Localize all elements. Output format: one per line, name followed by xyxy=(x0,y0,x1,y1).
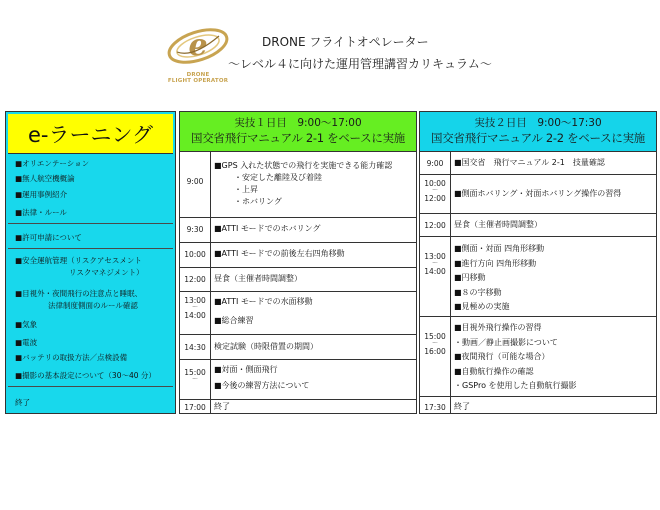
schedule-item: 終了 xyxy=(214,402,230,411)
schedule-item: ■見極めの実施 xyxy=(454,302,510,311)
schedule-item: ■進行方向 四角形移動 xyxy=(454,259,537,268)
time-label: 17:30 xyxy=(424,403,446,412)
time-range: 15:00 〜 xyxy=(184,368,206,383)
schedule-item: ・ホバリング xyxy=(234,197,282,206)
elearning-item: ■目視外・夜間飛行の注意点と睡眠、 xyxy=(15,289,143,298)
time-column-divider xyxy=(450,152,451,413)
time-label: 14:30 xyxy=(184,343,206,352)
schedule-item: ■夜間飛行（可能な場合） xyxy=(454,352,550,361)
day2-header xyxy=(420,112,656,152)
schedule-item: ■GPS 入れた状態での飛行を実施できる能力確認 xyxy=(214,161,393,170)
divider xyxy=(8,248,173,249)
logo-emblem-icon xyxy=(163,22,233,72)
page-subtitle: 〜レベル４に向けた運用管理講習カリキュラム〜 xyxy=(228,57,492,71)
schedule-item: ・安定した離陸及び着陸 xyxy=(234,173,322,182)
schedule-item: ■目視外飛行操作の習得 xyxy=(454,323,542,332)
time-label: 12:00 xyxy=(184,275,206,284)
elearning-panel xyxy=(5,111,176,414)
elearning-item: ■無人航空機概論 xyxy=(15,174,75,183)
elearning-item: 終了 xyxy=(15,398,30,407)
schedule-item: ■対面・側面飛行 xyxy=(214,365,278,374)
schedule-item: ■自動航行操作の確認 xyxy=(454,367,534,376)
time-label: 10:00 xyxy=(184,250,206,259)
elearning-item: リスクマネジメント） xyxy=(69,268,144,277)
day1-schedule xyxy=(179,111,417,414)
schedule-item: 昼食（主催者時間調整） xyxy=(454,220,542,229)
schedule-item: 検定試験（時限借置の期間） xyxy=(214,342,318,351)
schedule-item: 昼食（主催者時間調整） xyxy=(214,274,302,283)
time-range: 10:00 〜 12:00 xyxy=(424,179,446,203)
day1-title: 実技１日目 9:00〜17:00 xyxy=(234,117,362,129)
elearning-item: ■気象 xyxy=(15,320,38,329)
time-label: 9:00 xyxy=(426,159,444,168)
schedule-item: ■側面・対面 四角形移動 xyxy=(454,244,545,253)
elearning-item: ■安全運航管理（リスクアセスメント xyxy=(15,256,142,265)
time-label: 9:00 xyxy=(186,177,204,186)
logo-text: DRONE xyxy=(186,72,210,78)
page-header xyxy=(0,0,660,100)
schedule-item: ■８の字移動 xyxy=(454,288,502,297)
schedule-item: ■総合練習 xyxy=(214,316,254,325)
elearning-item: 法律制度側面のルール確認 xyxy=(48,301,138,310)
time-column-divider xyxy=(210,152,211,413)
svg-text:e: e xyxy=(188,28,208,63)
elearning-item: ■運用事例紹介 xyxy=(15,190,68,199)
elearning-title: e-ラーニング xyxy=(8,114,173,154)
schedule-item: ■側面ホバリング・対面ホバリング操作の習得 xyxy=(454,189,622,198)
schedule-item: ■ATTI モードでのホバリング xyxy=(214,224,321,233)
drone-flight-operator-logo xyxy=(163,22,233,84)
day2-title: 実技２日目 9:00〜17:30 xyxy=(474,117,602,129)
schedule-item: ■円移動 xyxy=(454,273,486,282)
time-label: 12:00 xyxy=(424,221,446,230)
elearning-item: ■バッテリの取扱方法／点検設備 xyxy=(15,353,128,362)
day1-subtitle: 国交省飛行マニュアル 2-1 をベースに実施 xyxy=(191,131,405,145)
schedule-item: ■ATTI モードでの前後左右四角移動 xyxy=(214,249,345,258)
day2-schedule xyxy=(419,111,657,414)
time-range: 15:00 〜 16:00 xyxy=(424,332,446,356)
schedule-item: ・GSPro を使用した自動航行撮影 xyxy=(454,381,577,390)
elearning-item: ■オリエンテーション xyxy=(15,159,90,168)
day2-subtitle: 国交省飛行マニュアル 2-2 をベースに実施 xyxy=(431,131,645,145)
time-label: 9:30 xyxy=(186,225,204,234)
time-range: 13:00 〜 14:00 xyxy=(424,252,446,276)
time-range: 13:00 〜 14:00 xyxy=(184,296,206,320)
elearning-item: ■法律・ルール xyxy=(15,208,67,217)
schedule-item: 終了 xyxy=(454,402,470,411)
time-label: 17:00 xyxy=(184,403,206,412)
schedule-item: ■今後の練習方法について xyxy=(214,381,310,390)
elearning-item: ■撮影の基本設定について（30〜40 分） xyxy=(15,371,156,380)
divider xyxy=(8,223,173,224)
page-title: DRONE フライトオペレーター xyxy=(262,35,429,49)
schedule-item: ■国交省 飛行マニュアル 2-1 技量確認 xyxy=(454,158,605,167)
divider xyxy=(8,386,173,387)
schedule-item: ・上昇 xyxy=(234,185,258,194)
schedule-item: ■ATTI モードでの水面移動 xyxy=(214,297,313,306)
elearning-item: ■許可申請について xyxy=(15,233,82,242)
day1-header xyxy=(180,112,416,152)
schedule-item: ・動画／静止画撮影について xyxy=(454,338,558,347)
elearning-item: ■電波 xyxy=(15,338,38,347)
logo-subtext: FLIGHT OPERATOR xyxy=(167,78,229,84)
